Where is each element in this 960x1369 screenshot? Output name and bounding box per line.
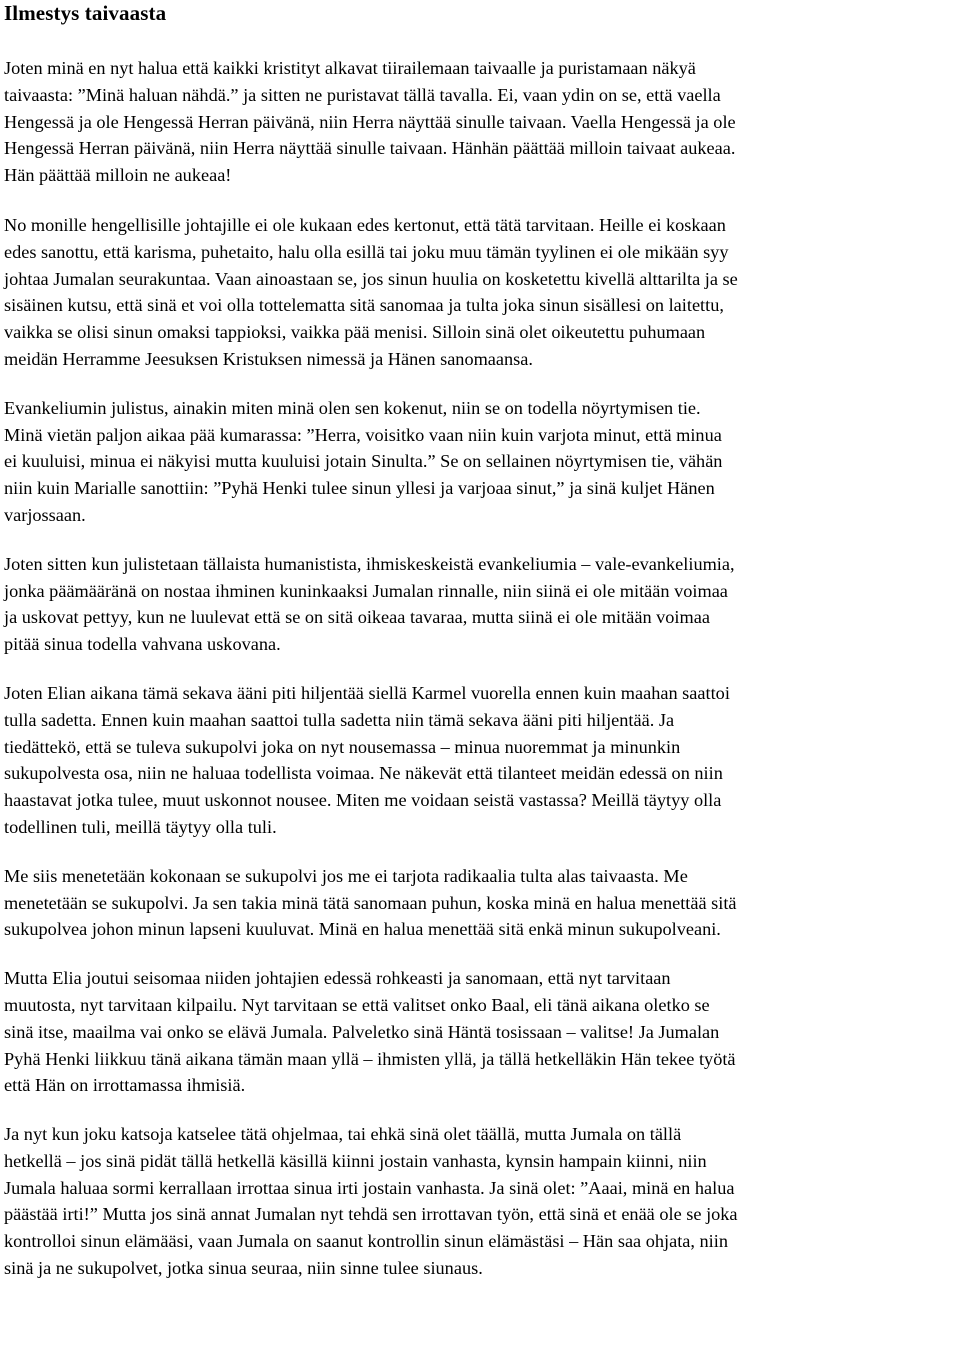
text-line: niin kuin Marialle sanottiin: ”Pyhä Henki tulee sinun yllesi ja varjoaa sinut,” ja sinä kuljet Hänen	[4, 478, 715, 499]
text-line: että Hän on irrottamassa ihmisiä.	[4, 1075, 246, 1096]
text-line: meidän Herramme Jeesuksen Kristuksen nimessä ja Hänen sanomaansa.	[4, 348, 533, 369]
text-line: sisäinen kutsu, että sinä et voi olla tottelematta sitä sanomaa ja tulta joka sinun sisällesi on laitettu,	[4, 295, 724, 316]
text-line: päästää irti!” Mutta jos sinä annat Jumalan nyt tehdä sen irrottavan työn, että sinä et enää ole se joka	[4, 1204, 738, 1225]
text-line: hetkellä – jos sinä pidät tällä hetkellä käsillä kiinni jostain vanhasta, kynsin hampain kiinni, niin	[4, 1150, 707, 1171]
text-line: vaikka se olisi sinun omaksi tappioksi, vaikka pää menisi. Silloin sinä olet oikeutettu puhumaan	[4, 322, 706, 343]
text-line: Joten sitten kun julistetaan tällaista humanistista, ihmiskeskeistä evankeliumia – vale-evankeliumia,	[4, 553, 735, 574]
text-line: ja uskovat pettyy, kun ne luulevat että se on sitä oikeaa tavaraa, mutta siinä ei ole mitään voimaa	[4, 607, 710, 628]
text-line: taivaasta: ”Minä haluan nähdä.” ja sitten ne puristavat tällä tavalla. Ei, vaan ydin on se, että vaella	[4, 84, 721, 105]
text-line: Joten Elian aikana tämä sekava ääni piti hiljentää siellä Karmel vuorella ennen kuin maahan saattoi	[4, 682, 730, 703]
text-line: Me siis menetetään kokonaan se sukupolvi jos me ei tarjota radikaalia tulta alas taivaasta. Me	[4, 865, 688, 886]
text-line: sinä itse, maailma vai onko se elävä Jumala. Palveletko sinä Häntä tosissaan – valitse! Ja Jumalan	[4, 1021, 720, 1042]
text-line: edes sanottu, että karisma, puhetaito, halu olla esillä tai joku muu tämän tyylinen ei ole mikään syy	[4, 241, 729, 262]
text-line: Evankeliumin julistus, ainakin miten minä olen sen kokenut, niin se on todella nöyrtymisen tie.	[4, 397, 701, 418]
text-line: Mutta Elia joutui seisomaa niiden johtajien edessä rohkeasti ja sanomaan, että nyt tarvitaan	[4, 968, 671, 989]
text-line: tulla sadetta. Ennen kuin maahan saattoi tulla sadetta niin tämä sekava ääni piti hiljentää. Ja	[4, 709, 675, 730]
text-line: jonka päämääränä on nostaa ihminen kuninkaaksi Jumalan rinnalle, niin siinä ei ole mitään voimaa	[4, 580, 728, 601]
text-line: No monille hengellisille johtajille ei ole kukaan edes kertonut, että tätä tarvitaan. Heille ei koskaan	[4, 214, 726, 235]
text-line: todellinen tuli, meillä täytyy olla tuli.	[4, 816, 277, 837]
text-line: Joten minä en nyt halua että kaikki kristityt alkavat tiirailemaan taivaalle ja puristamaan näkyä	[4, 58, 696, 78]
text-line: johtaa Jumalan seurakuntaa. Vaan ainoastaan se, jos sinun huulia on kosketettu kivellä alttarilta ja se	[4, 268, 738, 289]
text-line: muutosta, nyt tarvitaan kilpailu. Nyt tarvitaan se että valitset onko Baal, eli tänä aikana oletko se	[4, 994, 710, 1015]
text-line: menetetään se sukupolvi. Ja sen takia minä tätä sanomaan puhun, koska minä en halua menettää sitä	[4, 892, 737, 913]
text-line: Hengessä Herran päivänä, niin Herra näyttää sinulle taivaan. Hänhän päättää milloin taivaat aukeaa.	[4, 138, 736, 159]
paragraph-8	[4, 1121, 956, 1282]
paragraph-4	[4, 551, 956, 658]
text-line: Minä vietän paljon aikaa pää kumarassa: ”Herra, voisitko vaan niin kuin varjota minut, että minua	[4, 424, 722, 445]
paragraph-5	[4, 680, 956, 841]
paragraph-2	[4, 212, 956, 373]
text-line: Pyhä Henki liikkuu tänä aikana tämän maan yllä – ihmisten yllä, ja tällä hetkelläkin Hän tekee työtä	[4, 1048, 736, 1069]
text-line: tiedättekö, että se tuleva sukupolvi joka on nyt nousemassa – minua nuoremmat ja minunkin	[4, 736, 681, 757]
text-line: sukupolvea johon minun lapseni kuuluvat. Minä en halua menettää sitä enkä minun sukupolveani.	[4, 919, 721, 940]
text-line: varjossaan.	[4, 504, 86, 525]
paragraph-1	[4, 55, 956, 189]
text-line: sinä ja ne sukupolvet, jotka sinua seuraa, niin sinne tulee siunaus.	[4, 1258, 483, 1279]
text-line: haastavat jotka tulee, muut uskonnot nousee. Miten me voidaan seistä vastassa? Meillä täytyy olla	[4, 790, 722, 811]
document-page	[4, 0, 956, 1282]
text-line: Hän päättää milloin ne aukeaa!	[4, 165, 232, 186]
text-line: Ja nyt kun joku katsoja katselee tätä ohjelmaa, tai ehkä sinä olet täällä, mutta Jumala on tällä	[4, 1124, 682, 1145]
paragraph-6	[4, 863, 956, 943]
text-line: pitää sinua todella vahvana uskovana.	[4, 634, 281, 655]
text-line: Jumala haluaa sormi kerrallaan irrottaa sinua irti jostain vanhasta. Ja sinä olet: ”Aaai, minä en halua	[4, 1177, 735, 1198]
text-line: sukupolvesta osa, niin ne haluaa todellista voimaa. Ne näkevät että tilanteet meidän edessä on niin	[4, 763, 723, 784]
text-line: ei kuuluisi, minua ei näkyisi mutta kuuluisi jotain Sinulta.” Se on sellainen nöyrtymisen tie, vähän	[4, 451, 723, 472]
paragraph-3	[4, 395, 956, 529]
text-line: Hengessä ja ole Hengessä Herran päivänä, niin Herra näyttää sinulle taivaan. Vaella Hengessä ja ole	[4, 111, 736, 132]
page-title: Ilmestys taivaasta	[4, 1, 167, 25]
paragraph-7	[4, 965, 956, 1099]
text-line: kontrolloi sinun elämääsi, vaan Jumala on saanut kontrollin sinun elämästäsi – Hän saa ohjata, niin	[4, 1231, 728, 1252]
